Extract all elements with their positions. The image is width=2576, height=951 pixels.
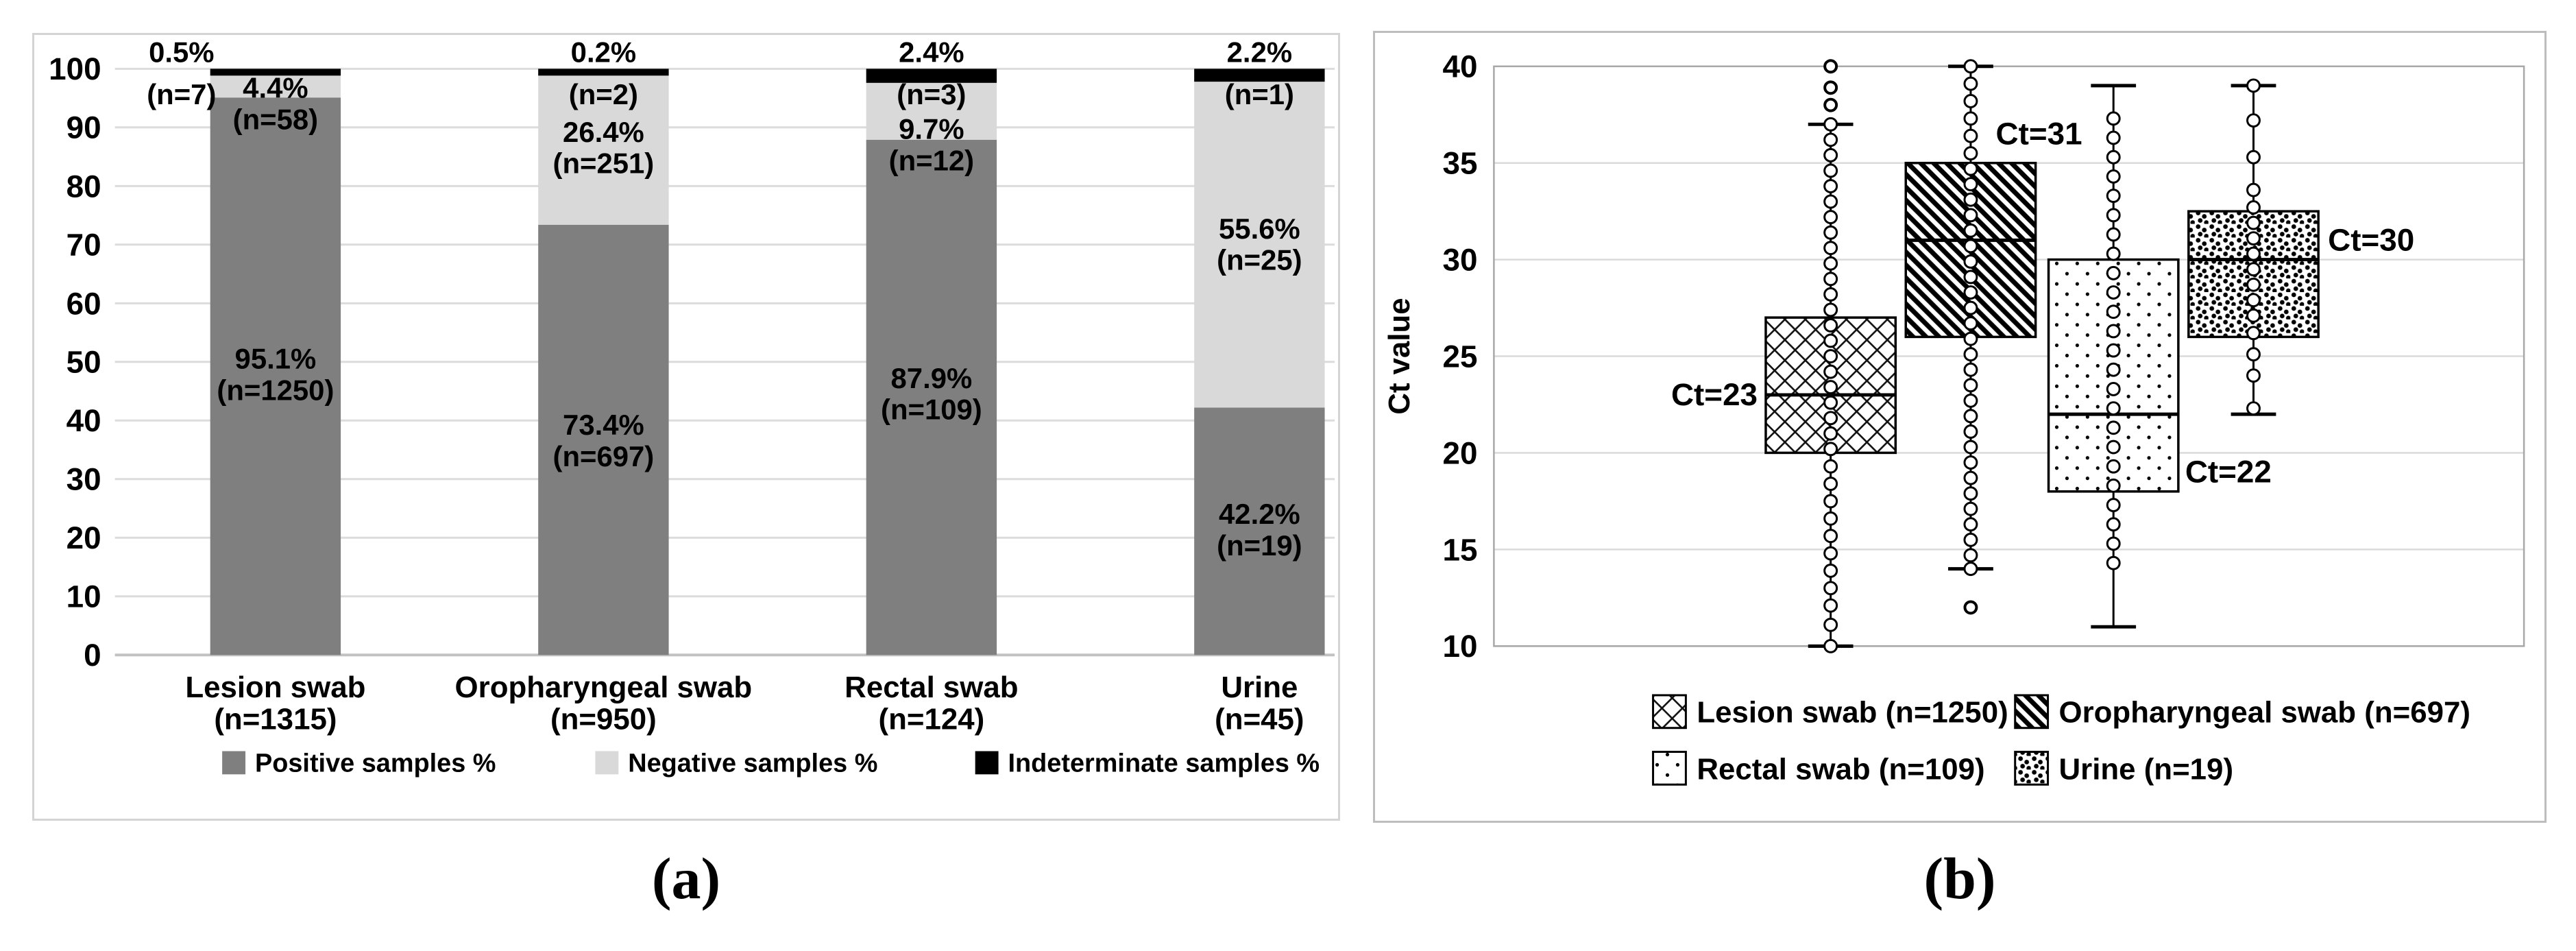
data-point <box>1965 302 1977 314</box>
label-indeterminate-urine: 2.2% <box>1226 36 1293 69</box>
data-point <box>1825 396 1837 409</box>
label-indeterminate-urine: (n=1) <box>1224 78 1294 111</box>
data-point <box>1965 487 1977 500</box>
y-tick-90: 90 <box>66 110 101 145</box>
y-tick-10: 10 <box>1442 629 1478 664</box>
data-point <box>1825 460 1837 472</box>
data-point <box>2107 209 2119 221</box>
legend-label-rectal-swab-n-109: Rectal swab (n=109) <box>1697 752 1985 786</box>
y-tick-0: 0 <box>84 638 101 673</box>
data-point <box>2107 287 2119 299</box>
legend-swatch-lesion-swab-n-1250 <box>1653 695 1686 728</box>
category-sublabel-oropharyngeal-swab: (n=950) <box>550 702 657 736</box>
label-negative-lesion-swab: (n=58) <box>232 103 319 136</box>
data-point <box>2107 112 2119 125</box>
annotation-ct-22: Ct=22 <box>2185 454 2272 490</box>
label-positive-urine: 42.2% <box>1219 498 1300 531</box>
annotation-ct-31: Ct=31 <box>1995 116 2082 152</box>
data-point <box>1965 193 1977 206</box>
data-point <box>2107 402 2119 415</box>
data-point <box>2107 557 2119 569</box>
category-label-oropharyngeal-swab: Oropharyngeal swab <box>454 670 753 704</box>
data-point <box>1965 563 1977 575</box>
data-point <box>1965 533 1977 546</box>
data-point <box>2248 309 2260 322</box>
y-tick-100: 100 <box>49 51 101 87</box>
label-indeterminate-rectal-swab: 2.4% <box>899 36 964 69</box>
outlier-point <box>1825 82 1836 93</box>
data-point <box>1825 242 1837 254</box>
data-point <box>1965 112 1977 125</box>
data-point <box>1965 363 1977 376</box>
data-point <box>1965 271 1977 283</box>
legend-swatch-positive-samples <box>222 751 245 775</box>
outlier-point <box>1965 602 1976 613</box>
data-point <box>2248 80 2260 92</box>
data-point <box>1965 287 1977 299</box>
data-point <box>1825 530 1837 542</box>
legend-swatch-negative-samples <box>595 751 618 775</box>
data-point <box>1825 149 1837 161</box>
data-point <box>1825 443 1837 455</box>
label-negative-oropharyngeal-swab: (n=251) <box>552 147 655 180</box>
data-point <box>1825 211 1837 224</box>
legend-swatch-oropharyngeal-swab-n-697 <box>2015 695 2048 728</box>
data-point <box>1825 320 1837 332</box>
data-point <box>1965 441 1977 453</box>
label-negative-rectal-swab: (n=12) <box>888 144 975 177</box>
y-tick-60: 60 <box>66 286 101 322</box>
data-point <box>2107 306 2119 318</box>
data-point <box>1965 95 1977 108</box>
data-point <box>1965 240 1977 252</box>
data-point <box>2107 267 2119 279</box>
box-group-urine-n-19 <box>2189 80 2414 415</box>
label-indeterminate-lesion-swab: 0.5% <box>149 36 215 69</box>
panel-b-boxplot-chart <box>1373 31 2547 823</box>
data-point <box>1825 512 1837 525</box>
data-point <box>1825 564 1837 577</box>
data-point <box>2107 363 2119 376</box>
data-point <box>1965 162 1977 175</box>
data-point <box>1825 478 1837 490</box>
y-tick-80: 80 <box>66 169 101 204</box>
label-positive-lesion-swab: 95.1% <box>234 342 317 375</box>
data-point <box>2248 248 2260 260</box>
data-point <box>1965 130 1977 142</box>
label-negative-rectal-swab: 9.7% <box>899 112 964 145</box>
data-point <box>1965 224 1977 237</box>
data-point <box>2248 217 2260 229</box>
y-tick-35: 35 <box>1442 145 1478 181</box>
data-point <box>2248 402 2260 415</box>
data-point <box>1965 426 1977 438</box>
label-positive-oropharyngeal-swab: (n=697) <box>552 440 655 472</box>
label-indeterminate-oropharyngeal-swab: (n=2) <box>568 78 638 111</box>
data-point <box>1825 350 1837 363</box>
data-point <box>2248 327 2260 339</box>
data-point <box>1965 333 1977 345</box>
data-point <box>1825 547 1837 559</box>
category-sublabel-urine: (n=45) <box>1215 702 1304 736</box>
data-point <box>2107 460 2119 472</box>
label-positive-lesion-swab: (n=1250) <box>217 374 335 407</box>
data-point <box>1965 410 1977 422</box>
data-point <box>1825 365 1837 378</box>
annotation-ct-23: Ct=23 <box>1670 376 1758 412</box>
y-tick-15: 15 <box>1442 532 1478 568</box>
y-tick-20: 20 <box>66 520 101 556</box>
legend-label-lesion-swab-n-1250: Lesion swab (n=1250) <box>1697 695 2008 730</box>
data-point <box>1965 518 1977 531</box>
data-point <box>1825 427 1837 440</box>
label-negative-oropharyngeal-swab: 26.4% <box>563 115 644 148</box>
data-point <box>1825 495 1837 507</box>
label-indeterminate-oropharyngeal-swab: 0.2% <box>570 36 637 69</box>
data-point <box>2107 190 2119 202</box>
data-point <box>1825 618 1837 631</box>
data-point <box>2107 325 2119 337</box>
data-point <box>1965 394 1977 407</box>
data-point <box>2248 348 2260 361</box>
legend-label-urine-n-19: Urine (n=19) <box>2058 752 2234 786</box>
data-point <box>1965 209 1977 221</box>
legend-label-indeterminate-samples: Indeterminate samples % <box>1008 749 1320 778</box>
data-point <box>2107 151 2119 163</box>
data-point <box>1825 165 1837 177</box>
y-tick-40: 40 <box>66 403 101 439</box>
data-point <box>2248 294 2260 306</box>
data-point <box>1825 288 1837 300</box>
y-tick-30: 30 <box>1442 242 1478 278</box>
data-point <box>2107 344 2119 357</box>
data-point <box>1825 640 1837 652</box>
data-point <box>2248 370 2260 382</box>
data-point <box>2248 184 2260 196</box>
data-point <box>1965 457 1977 469</box>
legend-label-negative-samples: Negative samples % <box>628 749 878 778</box>
legend-label-positive-samples: Positive samples % <box>254 749 496 778</box>
legend-swatch-rectal-swab-n-109 <box>1653 752 1686 785</box>
data-point <box>1825 335 1837 347</box>
data-point <box>2107 499 2119 511</box>
bar-segment-oropharyngeal-swab-indeterminate-samples <box>538 69 668 75</box>
y-tick-50: 50 <box>66 344 101 380</box>
label-negative-urine: (n=25) <box>1217 243 1302 276</box>
legend-swatch-indeterminate-samples <box>975 751 999 775</box>
data-point <box>2107 518 2119 531</box>
data-point <box>2107 479 2119 492</box>
y-tick-20: 20 <box>1442 435 1478 471</box>
data-point <box>2107 228 2119 241</box>
data-point <box>2107 132 2119 144</box>
boxplot-chart <box>1375 33 2544 821</box>
data-point <box>1965 549 1977 562</box>
caption-a: (a) <box>651 845 721 911</box>
annotation-ct-30: Ct=30 <box>2328 222 2415 258</box>
label-negative-urine: 55.6% <box>1219 212 1300 245</box>
y-tick-70: 70 <box>66 227 101 263</box>
category-sublabel-lesion-swab: (n=1315) <box>214 702 337 736</box>
data-point <box>1965 348 1977 361</box>
label-indeterminate-rectal-swab: (n=3) <box>897 78 967 111</box>
data-point <box>1965 379 1977 392</box>
category-label-urine: Urine <box>1221 670 1298 704</box>
y-tick-30: 30 <box>66 461 101 497</box>
y-tick-25: 25 <box>1442 339 1478 374</box>
data-point <box>1965 503 1977 515</box>
y-tick-40: 40 <box>1442 49 1478 84</box>
stacked-bar-chart <box>34 35 1338 819</box>
legend-swatch-urine-n-19 <box>2015 752 2048 785</box>
data-point <box>2107 422 2119 434</box>
data-point <box>2248 232 2260 245</box>
category-label-rectal-swab: Rectal swab <box>845 670 1019 704</box>
panel-a-stacked-bar-chart <box>32 33 1340 821</box>
y-tick-10: 10 <box>66 579 101 614</box>
label-positive-rectal-swab: 87.9% <box>890 361 973 394</box>
label-positive-urine: (n=19) <box>1217 529 1302 562</box>
data-point <box>2107 383 2119 396</box>
data-point <box>1965 60 1977 73</box>
y-axis-title: Ct value <box>1382 298 1416 415</box>
data-point <box>2107 441 2119 453</box>
data-point <box>1965 77 1977 90</box>
data-point <box>2248 151 2260 163</box>
data-point <box>2248 278 2260 291</box>
data-point <box>1965 317 1977 330</box>
data-point <box>1825 582 1837 594</box>
label-indeterminate-lesion-swab: (n=7) <box>147 78 217 111</box>
data-point <box>1825 180 1837 193</box>
data-point <box>2107 538 2119 550</box>
data-point <box>1965 178 1977 191</box>
data-point <box>1825 195 1837 208</box>
data-point <box>2107 248 2119 260</box>
data-point <box>1825 226 1837 239</box>
data-point <box>2248 115 2260 127</box>
data-point <box>1965 256 1977 268</box>
caption-b: (b) <box>1923 845 1996 911</box>
data-point <box>1825 134 1837 146</box>
data-point <box>1825 257 1837 269</box>
label-negative-lesion-swab: 4.4% <box>243 71 308 104</box>
data-point <box>2248 202 2260 214</box>
data-point <box>1825 412 1837 424</box>
data-point <box>1825 599 1837 612</box>
data-point <box>1825 304 1837 316</box>
label-positive-rectal-swab: (n=109) <box>881 393 982 426</box>
legend-label-oropharyngeal-swab-n-697: Oropharyngeal swab (n=697) <box>2058 695 2470 730</box>
data-point <box>1825 118 1837 130</box>
data-point <box>1825 273 1837 285</box>
category-label-lesion-swab: Lesion swab <box>185 670 366 704</box>
data-point <box>1965 147 1977 160</box>
label-positive-oropharyngeal-swab: 73.4% <box>563 409 644 442</box>
outlier-point <box>1825 61 1836 72</box>
outlier-point <box>1825 99 1836 110</box>
category-sublabel-rectal-swab: (n=124) <box>878 702 985 736</box>
data-point <box>1825 381 1837 394</box>
data-point <box>1965 472 1977 484</box>
data-point <box>2107 170 2119 182</box>
data-point <box>2248 263 2260 276</box>
